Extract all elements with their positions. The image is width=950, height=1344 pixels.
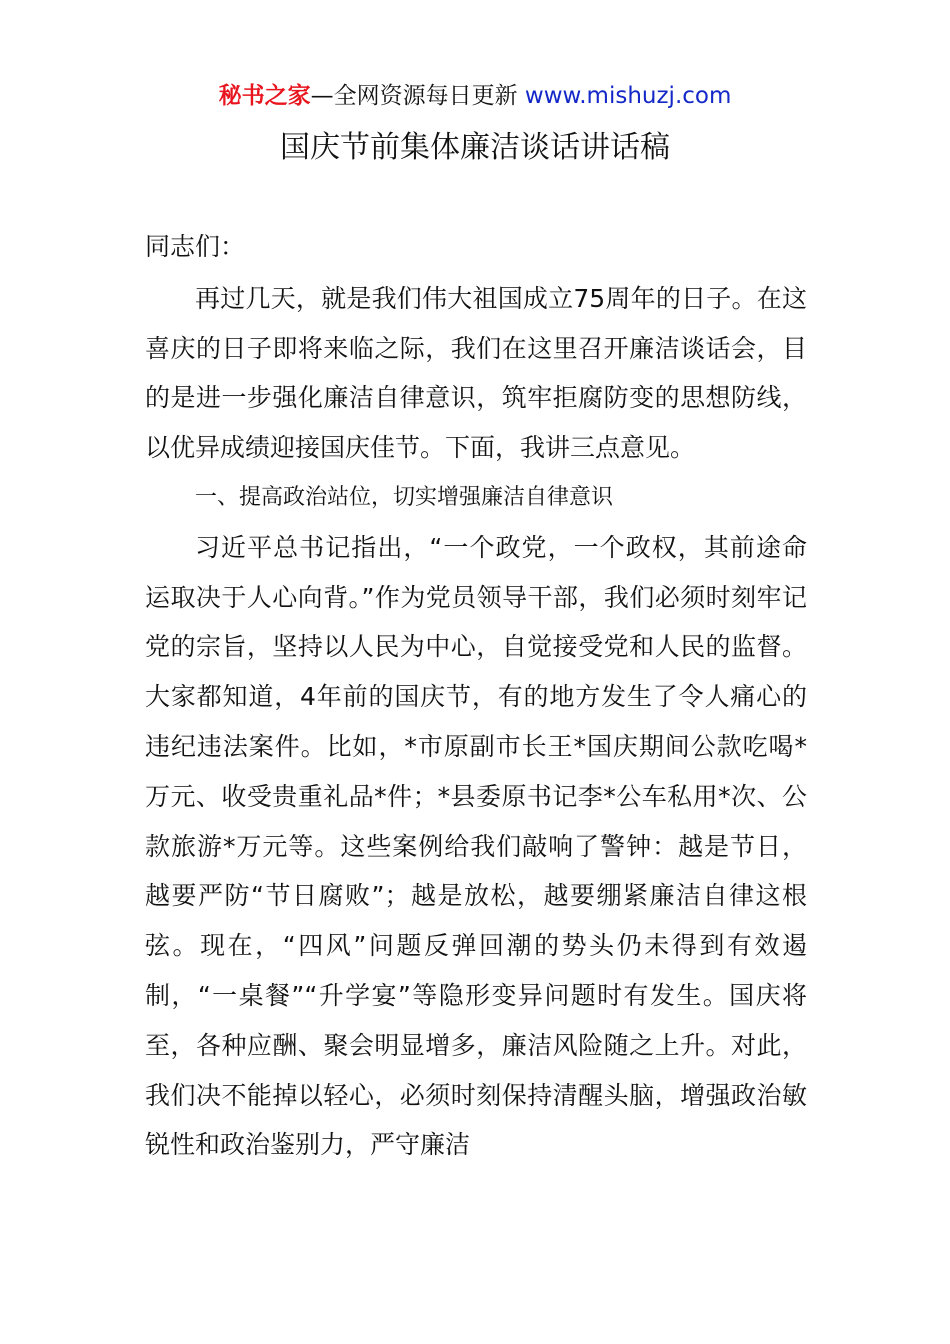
paragraph-intro: 再过几天，就是我们伟大祖国成立75周年的日子。在这喜庆的日子即将来临之际，我们在这里召开廉洁谈话会，目的是进一步强化廉洁自律意识，筑牢拒腐防变的思想防线，以优异成绩迎接国庆佳节。下面，我讲三点意见。 bbox=[145, 283, 807, 463]
header-tagline: —全网资源每日更新 bbox=[310, 83, 525, 109]
document-body bbox=[145, 222, 807, 1170]
paragraph-section-1: 习近平总书记指出，“一个政党，一个政权，其前途命运取决于人心向背。”作为党员领导干部，我们必须时刻牢记党的宗旨，坚持以人民为中心，自觉接受党和人民的监督。大家都知道，4年前的国庆节，有的地方发生了令人痛心的违纪违法案件。比如，*市原副市长王*国庆期间公款吃喝*万元、收受贵重礼品*件；*县委原书记李*公车私用*次、公款旅游*万元等。这些案例给我们敲响了警钟：越是节日，越要严防“节日腐败”；越是放松，越要绷紧廉洁自律这根弦。现在，“四风”问题反弹回潮的势头仍未得到有效遏制，“一桌餐”“升学宴”等隐形变异问题时有发生。国庆将至，各种应酬、聚会明显增多，廉洁风险随之上升。对此，我们决不能掉以轻心，必须时刻保持清醒头脑，增强政治敏锐性和政治鉴别力，严守廉洁 bbox=[145, 532, 807, 1160]
document-title: 国庆节前集体廉洁谈话讲话稿 bbox=[280, 130, 670, 165]
site-header bbox=[0, 80, 950, 112]
section-heading-1: 一、提高政治站位，切实增强廉洁自律意识 bbox=[195, 484, 614, 510]
salutation: 同志们： bbox=[145, 232, 246, 261]
brand-name: 秘书之家 bbox=[218, 83, 311, 109]
site-url-link[interactable]: www.mishuzj.com bbox=[524, 83, 732, 109]
